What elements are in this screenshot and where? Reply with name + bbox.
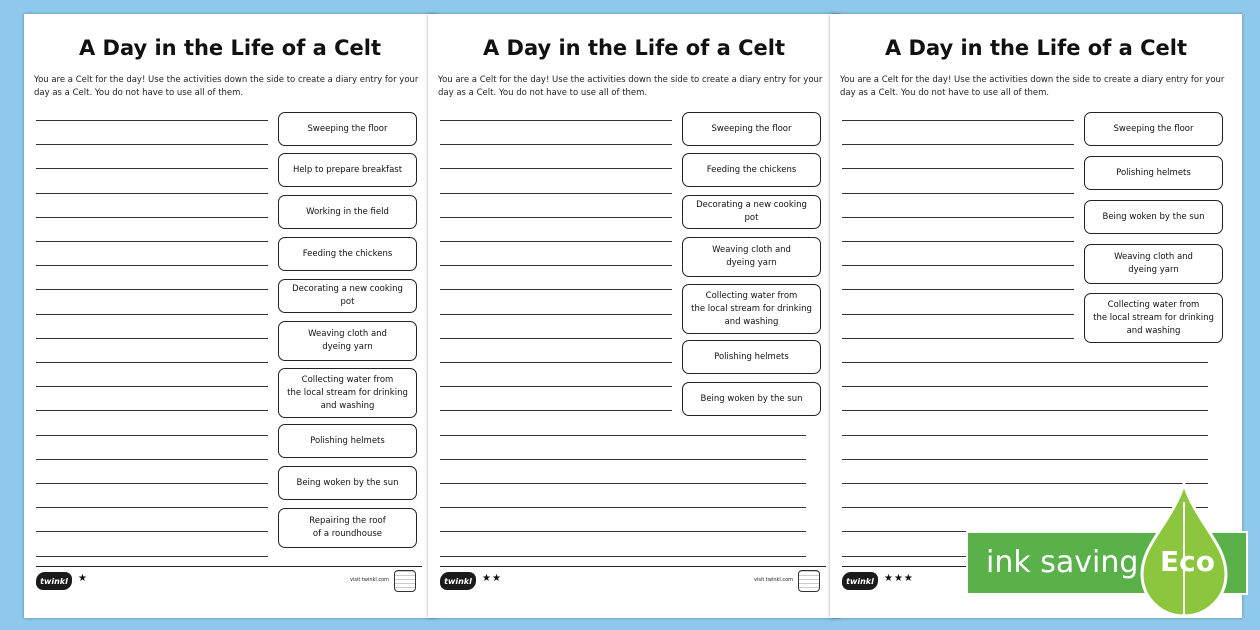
footer-divider: [440, 566, 826, 567]
writing-line: [36, 531, 268, 532]
quality-badge-icon: [798, 570, 820, 592]
writing-line: [36, 386, 268, 387]
activity-box: Being woken by the sun: [278, 466, 417, 500]
writing-line: [440, 483, 806, 484]
writing-line: [440, 265, 672, 266]
activity-box: Collecting water from the local stream for drinking and washing: [278, 368, 417, 418]
writing-line: [842, 168, 1074, 169]
activity-box: Working in the field: [278, 195, 417, 229]
writing-line: [440, 362, 672, 363]
writing-line: [36, 435, 268, 436]
footer-divider: [36, 566, 422, 567]
writing-line: [842, 362, 1208, 363]
activity-box: Weaving cloth and dyeing yarn: [1084, 244, 1223, 284]
writing-line: [440, 556, 806, 557]
writing-line: [842, 338, 1074, 339]
writing-line: [842, 459, 1208, 460]
visit-link-text: visit twinkl.com: [754, 577, 794, 583]
writing-line: [842, 241, 1074, 242]
twinkl-logo: twinkl: [440, 572, 476, 590]
writing-line: [440, 338, 672, 339]
worksheet-title: A Day in the Life of a Celt: [482, 36, 786, 60]
writing-line: [440, 531, 806, 532]
writing-line: [842, 217, 1074, 218]
writing-line: [36, 338, 268, 339]
writing-line: [36, 289, 268, 290]
twinkl-logo: twinkl: [842, 572, 878, 590]
activity-box: Collecting water from the local stream for drinking and washing: [1084, 293, 1223, 343]
writing-line: [842, 265, 1074, 266]
writing-line: [842, 386, 1208, 387]
worksheet-1: [24, 14, 436, 618]
writing-line: [440, 168, 672, 169]
worksheet-instructions: You are a Celt for the day! Use the activities down the side to create a diary entry for your day as a Celt. You do not have to use all of them.: [840, 75, 1225, 98]
writing-line: [440, 289, 672, 290]
writing-line: [36, 120, 268, 121]
worksheet-instructions: You are a Celt for the day! Use the activities down the side to create a diary entry for your day as a Celt. You do not have to use all of them.: [438, 75, 823, 98]
writing-line: [440, 314, 672, 315]
writing-line: [440, 193, 672, 194]
writing-line: [440, 410, 672, 411]
activity-box: Help to prepare breakfast: [278, 153, 417, 187]
writing-line: [36, 410, 268, 411]
ink-saving-label: ink saving: [986, 545, 1139, 580]
activity-box: Feeding the chickens: [682, 153, 821, 187]
writing-line: [842, 435, 1208, 436]
activity-box: Being woken by the sun: [1084, 200, 1223, 234]
writing-line: [842, 144, 1074, 145]
writing-line: [440, 217, 672, 218]
activity-box: Sweeping the floor: [278, 112, 417, 146]
writing-line: [842, 314, 1074, 315]
writing-line: [440, 459, 806, 460]
activity-box: Sweeping the floor: [682, 112, 821, 146]
writing-line: [36, 217, 268, 218]
activity-box: Repairing the roof of a roundhouse: [278, 508, 417, 548]
writing-line: [440, 386, 672, 387]
writing-line: [36, 168, 268, 169]
writing-line: [440, 435, 806, 436]
writing-line: [36, 241, 268, 242]
writing-line: [36, 483, 268, 484]
writing-line: [842, 120, 1074, 121]
worksheet-title: A Day in the Life of a Celt: [884, 36, 1188, 60]
writing-line: [842, 289, 1074, 290]
twinkl-logo: twinkl: [36, 572, 72, 590]
writing-line: [440, 507, 806, 508]
activity-box: Weaving cloth and dyeing yarn: [682, 237, 821, 277]
worksheet-2: [428, 14, 840, 618]
activity-box: Sweeping the floor: [1084, 112, 1223, 146]
activity-box: Polishing helmets: [1084, 156, 1223, 190]
writing-line: [440, 241, 672, 242]
worksheet-instructions: You are a Celt for the day! Use the activities down the side to create a diary entry for your day as a Celt. You do not have to use all of them.: [34, 75, 419, 98]
difficulty-stars: ★★★: [884, 573, 914, 584]
activity-box: Collecting water from the local stream for drinking and washing: [682, 284, 821, 334]
writing-line: [36, 193, 268, 194]
visit-link-text: visit twinkl.com: [350, 577, 390, 583]
writing-line: [36, 314, 268, 315]
activity-box: Polishing helmets: [278, 424, 417, 458]
eco-badge-label: Eco: [1160, 545, 1215, 578]
quality-badge-icon: [394, 570, 416, 592]
activity-box: Decorating a new cooking pot: [682, 195, 821, 229]
writing-line: [36, 362, 268, 363]
activity-box: Weaving cloth and dyeing yarn: [278, 321, 417, 361]
writing-line: [36, 459, 268, 460]
writing-line: [440, 120, 672, 121]
activity-box: Being woken by the sun: [682, 382, 821, 416]
writing-line: [440, 144, 672, 145]
writing-line: [842, 410, 1208, 411]
writing-line: [36, 144, 268, 145]
writing-line: [36, 556, 268, 557]
writing-line: [36, 507, 268, 508]
activity-box: Feeding the chickens: [278, 237, 417, 271]
writing-line: [842, 193, 1074, 194]
worksheet-title: A Day in the Life of a Celt: [78, 36, 382, 60]
writing-line: [36, 265, 268, 266]
difficulty-stars: ★: [78, 573, 88, 584]
difficulty-stars: ★★: [482, 573, 502, 584]
activity-box: Decorating a new cooking pot: [278, 279, 417, 313]
activity-box: Polishing helmets: [682, 340, 821, 374]
